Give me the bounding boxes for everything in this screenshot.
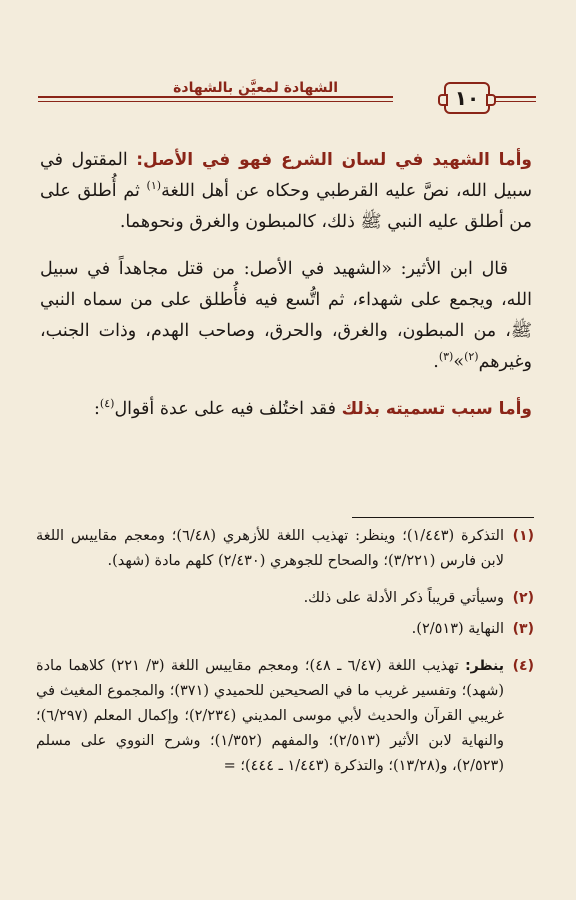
footnote-divider [352,517,534,518]
footnote-4 [36,654,534,779]
footnote-number: (٣) [512,621,534,637]
running-title: الشهادة لمعيَّن بالشهادة [173,80,338,96]
main-text [40,145,532,441]
footnote-number: (٤) [512,658,534,674]
paragraph-3-text: فقد اختُلف فيه على عدة أقوال [114,399,342,419]
paragraph-1-lead: وأما الشهيد في لسان الشرع فهو في الأصل: [136,150,532,170]
paragraph-1-text: المقتول في سبيل الله، نصَّ عليه القرطبي وحكاه عن أهل اللغة [40,150,532,201]
footnote-text [36,617,504,642]
footnote-ref-1[interactable]: (١) [146,179,162,193]
footnote-1 [36,524,534,574]
paragraph-3-lead: وأما سبب تسميته بذلك [341,399,532,419]
footnote-2 [36,586,534,611]
footnote-ref-2[interactable]: (٢) [464,350,479,364]
footnote-body: وسيأتي قريباً ذكر الأدلة على ذلك. [303,590,504,606]
paragraph-2-end: . [433,352,439,372]
paragraph-2-close-quote: » [453,352,465,372]
footnote-bold: ينظر: [465,658,504,674]
paragraph-2-text: قال ابن الأثير: «الشهيد في الأصل: من قتل مجاهداً في سبيل الله، ويجمع على شهداء، ثم اتُّسع فيه فأُطلق على من سماه النبي ﷺ، من المبطون، والغرق، والحرق، وصاحب الهدم، وذات الجنب، وغيرهم [40,259,532,372]
paragraph-1 [40,145,532,238]
footnote-text [36,654,504,779]
footnote-body: النهاية (٢/٥١٣). [411,621,504,637]
footnote-number: (٢) [512,590,534,606]
paragraph-3-end: : [94,399,100,419]
paragraph-1-text-2: ثم أُطلق على من أطلق عليه النبي ﷺ ذلك، كالمبطون والغرق ونحوهما. [40,181,532,232]
header-rule-right [492,96,536,98]
footnote-text [36,586,504,611]
footnote-body: التذكرة (١/٤٤٣)؛ وينظر: تهذيب اللغة للأزهري (٦/٤٨)؛ ومعجم مقاييس اللغة لابن فارس (٣/٢٢١)؛ والصحاح للجوهري (٢/٤٣٠) كلهم مادة (شهد). [36,528,504,569]
footnote-number: (١) [512,528,534,544]
paragraph-2 [40,254,532,378]
header-rule-right-thin [492,101,536,102]
header-rule [38,96,393,98]
footnote-ref-3[interactable]: (٣) [438,350,454,364]
header-rule-thin [38,101,393,102]
footnotes [36,524,534,785]
footnote-ref-4[interactable]: (٤) [99,397,115,411]
footnote-text [36,524,504,574]
paragraph-3 [40,394,532,425]
footnote-body: تهذيب اللغة (٦/٤٧ ـ ٤٨)؛ ومعجم مقاييس اللغة (٣/ ٢٢١) كلاهما مادة (شهد)؛ وتفسير غريب ما في الصحيحين للحميدي (٣٧١)؛ والمجموع المغيث في غريبي القرآن والحديث لأبي موسى المديني (٢/٢٣٤)؛ وإكمال المعلم (٦/٢٩٧)؛ والنهاية لابن الأثير (٢/٥١٣)؛ والمفهم (١/٣٥٢)؛ وشرح النووي على مسلم (٢/٥٢٣)، و(١٣/٢٨)؛ والتذكرة (١/٤٤٣ ـ ٤٤٤)؛ = [36,658,504,774]
page-number: ١٠ [444,82,490,114]
footnote-3 [36,617,534,642]
